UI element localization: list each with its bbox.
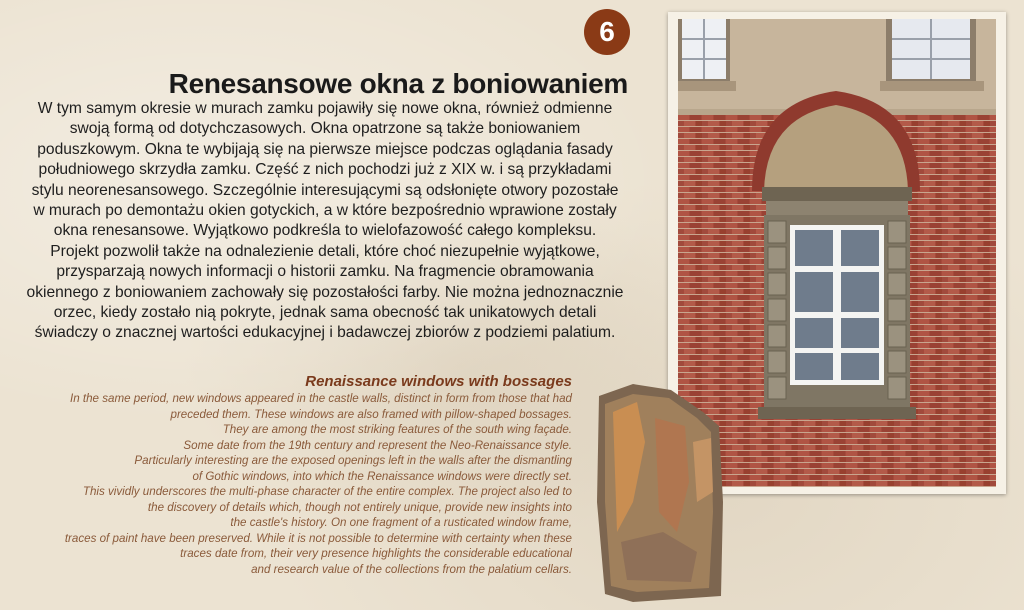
english-line: the discovery of details which, though not entirely unique, provide new insights into (147, 500, 572, 514)
upper-window-sill-left (678, 81, 736, 91)
polish-line: stylu neorenesansowego. Szczególnie interesującymi są odsłonięte otwory pozostałe (31, 181, 619, 199)
polish-line: okna renesansowe. Wyjątkowo podkreśla to wielofazowość całego kompleksu. (53, 222, 597, 240)
polish-line: okiennego z boniowaniem zachowały się pozostałości farby. Nie można jednoznacznie (26, 283, 624, 301)
polish-line: W tym samym okresie w murach zamku pojawiły się nowe okna, również odmienne (37, 100, 613, 117)
stone-fragment (593, 382, 727, 604)
polish-line: w murach po demontażu okien gotyckich, a w które bezpośrednio wprawione zostały (33, 202, 617, 220)
english-line: They are among the most striking features of the south wing façade. (222, 423, 572, 436)
english-title: Renaissance windows with bossages (305, 373, 572, 390)
english-line: traces of paint have been preserved. While it is not possible to determine with certainty when these (64, 531, 572, 545)
english-body-text (20, 391, 572, 577)
english-line: traces date from, their very presence highlights the considerable educational (180, 547, 572, 560)
polish-line: świadczy o znacznej wartości edukacyjnej i badawczej zbiorów z podziemi palatium. (34, 324, 616, 342)
english-line: and research value of the collections from the palatium cellars. (251, 562, 572, 576)
english-line: preceded them. These windows are also framed with pillow-shaped bossages. (170, 407, 572, 421)
english-line: Particularly interesting are the exposed openings left in the walls after the dismantling (134, 454, 572, 467)
page-title: Renesansowe okna z boniowaniem (168, 68, 628, 99)
english-line: In the same period, new windows appeared in the castle walls, distinct in form from those that had (69, 392, 572, 405)
polish-line: swoją formą od dotychczasowych. Okna opatrzone są także boniowaniem (69, 120, 581, 138)
polish-line: orzec, kiedy zostało nią pokryte, jednak sama obecność tak unikatowych detali (53, 304, 597, 322)
english-line: This vividly underscores the multi-phase character of the entire complex. The project also led to (82, 485, 572, 498)
polish-line: Projekt pozwolił także na odnalezienie detali, które choć niezupełnie wyjątkowe, (50, 242, 600, 260)
section-number-badge: 6 (584, 9, 630, 55)
polish-body-text (22, 99, 628, 344)
english-line: Some date from the 19th century and represent the Neo-Renaissance style. (183, 438, 572, 452)
window-sill (758, 407, 916, 419)
english-line: the castle's history. On one fragment of a rusticated window frame, (230, 516, 572, 529)
polish-line: przysparzają nowych informacji o historii zamku. Na fragmencie obramowania (56, 263, 594, 281)
polish-line: południowego skrzydła zamku. Część z nich pochodzi już z XIX w. i są przykładami (38, 161, 612, 179)
english-line: of Gothic windows, into which the Renaissance windows were directly set. (192, 469, 572, 483)
polish-line: poduszkowym. Okna te wybijają się na pierwsze miejsce podczas oglądania fasady (37, 140, 613, 158)
